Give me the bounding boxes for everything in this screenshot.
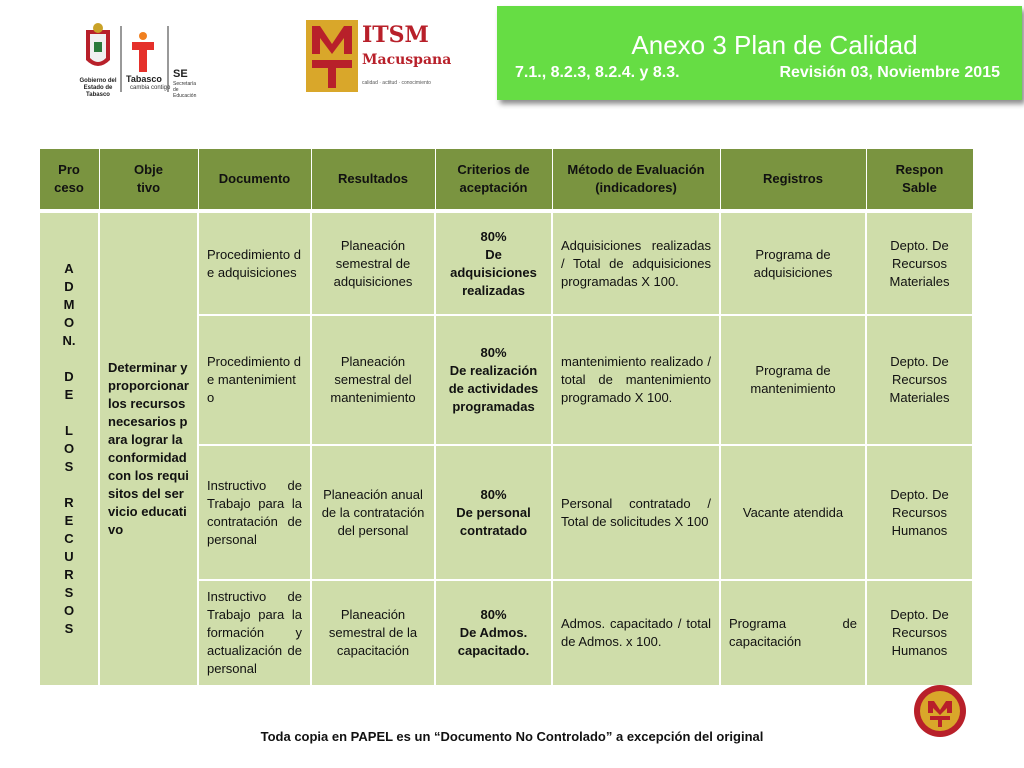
proceso-cell xyxy=(39,211,99,686)
title-banner xyxy=(497,6,1022,100)
criterios-cell: 80% De personal contratado xyxy=(435,445,552,580)
itsm-seal-icon xyxy=(912,683,968,739)
responsable-cell: Depto. De Recursos Humanos xyxy=(866,580,973,686)
proceso-text: A D M O N. D E L O S R E C U R S O S xyxy=(62,261,76,636)
metodo-cell: Adquisiciones realizadas / Total de adquisiciones programadas X 100. xyxy=(552,211,720,315)
responsable-cell: Depto. De Recursos Materiales xyxy=(866,315,973,445)
tabasco-label: Tabasco xyxy=(126,74,162,84)
se-sub2: Educación xyxy=(173,93,197,99)
itsm-seal xyxy=(912,683,968,739)
header-proceso: Pro ceso xyxy=(39,149,99,212)
header-objetivo: Obje tivo xyxy=(99,149,198,212)
itsm-motto: calidad · actitud · conocimiento xyxy=(362,80,431,86)
quality-plan-table xyxy=(38,148,974,687)
resultados-cell: Planeación semestral de adquisiciones xyxy=(311,211,435,315)
documento-cell: Instructivo de Trabajo para la formación y actualización de personal xyxy=(198,580,311,686)
header-registros: Registros xyxy=(720,149,866,212)
documento-cell: Procedimiento de mantenimiento xyxy=(198,315,311,445)
table-header-row xyxy=(39,149,973,212)
revision-label: Revisión 03, Noviembre 2015 xyxy=(779,64,1000,81)
registros-cell: Programa de capacitación xyxy=(720,580,866,686)
se-sub1: Secretaría de xyxy=(173,81,197,93)
se-label: SE xyxy=(173,68,188,80)
header-resultados: Resultados xyxy=(311,149,435,212)
responsable-cell: Depto. De Recursos Humanos xyxy=(866,445,973,580)
gov-logo-line2: Estado de Tabasco xyxy=(83,85,113,98)
header-responsable: Respon Sable xyxy=(866,149,973,212)
responsable-cell: Depto. De Recursos Materiales xyxy=(866,211,973,315)
metodo-cell: Personal contratado / Total de solicitudes X 100 xyxy=(552,445,720,580)
registros-cell: Programa de mantenimiento xyxy=(720,315,866,445)
header-documento: Documento xyxy=(198,149,311,212)
resultados-cell: Planeación anual de la contratación del personal xyxy=(311,445,435,580)
metodo-cell: Admos. capacitado / total de Admos. x 100. xyxy=(552,580,720,686)
table-row xyxy=(39,211,973,315)
tabasco-slogan: cambia contigo xyxy=(130,85,171,91)
government-logos xyxy=(72,20,200,100)
criterios-cell: 80% De realización de actividades programadas xyxy=(435,315,552,445)
itsm-logo xyxy=(304,18,452,96)
resultados-cell: Planeación semestral de la capacitación xyxy=(311,580,435,686)
header-metodo: Método de Evaluación (indicadores) xyxy=(552,149,720,212)
itsm-mt-monogram-icon xyxy=(304,18,360,94)
footer-disclaimer: Toda copia en PAPEL es un “Documento No Controlado” a excepción del original xyxy=(260,729,764,744)
objetivo-cell: Determinar y proporcionar los recursos necesarios para lograr la conformidad con los requisitos del servicio educativo xyxy=(99,211,198,686)
header-criterios: Criterios de aceptación xyxy=(435,149,552,212)
documento-cell: Procedimiento de adquisiciones xyxy=(198,211,311,315)
documento-cell: Instructivo de Trabajo para la contratación de personal xyxy=(198,445,311,580)
registros-cell: Programa de adquisiciones xyxy=(720,211,866,315)
criterios-cell: 80% De Admos. capacitado. xyxy=(435,580,552,686)
itsm-name: ITSM xyxy=(362,22,429,48)
page-title: Anexo 3 Plan de Calidad xyxy=(631,30,918,60)
gov-logo-line1: Gobierno del xyxy=(79,78,117,84)
criterios-cell: 80% De adquisiciones realizadas xyxy=(435,211,552,315)
itsm-city: Macuspana xyxy=(362,52,452,68)
resultados-cell: Planeación semestral del mantenimiento xyxy=(311,315,435,445)
clauses-label: 7.1., 8.2.3, 8.2.4. y 8.3. xyxy=(515,64,680,81)
registros-cell: Vacante atendida xyxy=(720,445,866,580)
metodo-cell: mantenimiento realizado / total de mantenimiento programado X 100. xyxy=(552,315,720,445)
